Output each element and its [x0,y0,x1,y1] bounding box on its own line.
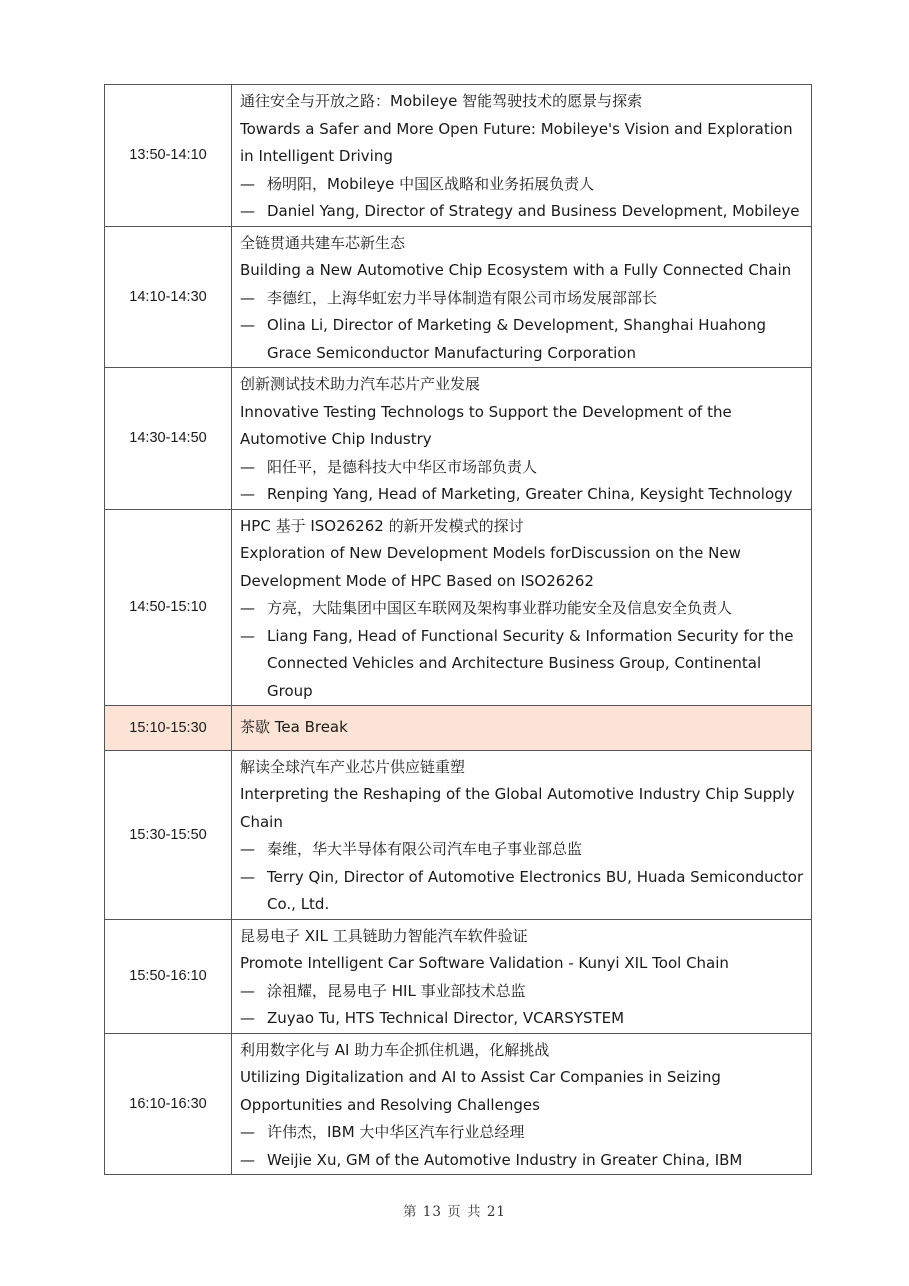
speaker-zh-text: 方亮，大陆集团中国区车联网及架构事业群功能安全及信息安全负责人 [267,599,733,617]
session-time: 13:50-14:10 [105,85,232,227]
session-row [105,226,812,368]
speaker-en [240,1005,805,1033]
session-title-en: Exploration of New Development Models forDiscussion on the New Development Mode of HPC Based on ISO26262 [240,544,741,590]
session-title-zh: 解读全球汽车产业芯片供应链重塑 [240,757,466,776]
speaker-zh [240,595,805,623]
speaker-en [240,623,805,706]
session-row [105,919,812,1033]
session-title-en: Innovative Testing Technologs to Support the Development of the Automotive Chip Industry [240,402,732,448]
agenda-table [104,84,812,1175]
speaker-en [240,198,805,226]
dash-mark: — [240,485,255,503]
speaker-zh [240,1119,805,1147]
page-footer: 第 13 页 共 21 [402,1204,507,1220]
session-content [232,85,812,227]
dash-mark: — [240,1009,255,1027]
session-title-zh: 通往安全与开放之路：Mobileye 智能驾驶技术的愿景与探索 [240,92,643,110]
session-title-zh: 利用数字化与 AI 助力车企抓住机遇，化解挑战 [240,1040,550,1059]
dash-mark: — [240,316,255,334]
dash-mark: — [240,1150,255,1169]
session-time: 14:50-15:10 [105,509,232,706]
speaker-en-text: Zuyao Tu, HTS Technical Director, VCARSYSTEM [267,1009,625,1027]
session-time: 16:10-16:30 [105,1033,232,1175]
speaker-zh [240,978,805,1006]
session-time: 15:10-15:30 [105,706,232,751]
session-title-en: Interpreting the Reshaping of the Global Automotive Industry Chip Supply Chain [240,785,795,831]
speaker-en [240,312,805,367]
speaker-zh-text: 许伟杰，IBM 大中华区汽车行业总经理 [267,1123,525,1141]
session-title-en: Building a New Automotive Chip Ecosystem with a Fully Connected Chain [240,261,792,279]
tea-break-row [105,706,812,751]
session-time: 15:50-16:10 [105,919,232,1033]
speaker-en-text: Terry Qin, Director of Automotive Electronics BU, Huada Semiconductor Co., Ltd. [267,867,804,913]
speaker-zh [240,171,805,199]
session-content [232,919,812,1033]
session-row [105,85,812,227]
session-content [232,509,812,706]
dash-mark: — [240,174,255,193]
speaker-en [240,864,805,919]
session-row [105,368,812,510]
session-time: 15:30-15:50 [105,750,232,919]
session-title-zh: HPC 基于 ISO26262 的新开发模式的探讨 [240,516,524,535]
session-content [232,1033,812,1175]
speaker-zh [240,454,805,482]
dash-mark: — [240,599,255,617]
session-title-zh: 昆易电子 XIL 工具链助力智能汽车软件验证 [240,926,528,945]
dash-mark: — [240,1123,255,1141]
speaker-en [240,481,805,509]
speaker-en-text: Renping Yang, Head of Marketing, Greater China, Keysight Technology [267,485,793,503]
dash-mark: — [240,457,255,476]
session-title-en: Promote Intelligent Car Software Validation - Kunyi XIL Tool Chain [240,954,729,972]
dash-mark: — [240,840,255,858]
dash-mark: — [240,867,255,886]
session-title-en: Towards a Safer and More Open Future: Mobileye's Vision and Exploration in Intelligent Driving [240,119,793,165]
speaker-zh-text: 阳任平，是德科技大中华区市场部负责人 [267,457,538,476]
speaker-en-text: Liang Fang, Head of Functional Security & Information Security for the Connected Vehicles and Architecture Business Group, Continental Group [267,626,794,700]
speaker-zh-text: 涂祖耀，昆易电子 HIL 事业部技术总监 [267,981,526,1000]
speaker-en-text: Daniel Yang, Director of Strategy and Business Development, Mobileye [267,202,800,220]
speaker-en [240,1147,805,1175]
session-row [105,750,812,919]
session-title-zh: 创新测试技术助力汽车芯片产业发展 [240,375,481,393]
session-content [232,750,812,919]
session-title-zh: 全链贯通共建车芯新生态 [240,233,406,252]
speaker-zh-text: 李德红，上海华虹宏力半导体制造有限公司市场发展部部长 [267,288,658,307]
session-row [105,509,812,706]
speaker-zh-text: 杨明阳，Mobileye 中国区战略和业务拓展负责人 [267,174,595,193]
session-time: 14:10-14:30 [105,226,232,368]
tea-break-text: 茶歇 Tea Break [240,718,348,736]
tea-break-label [232,706,812,751]
session-title-en: Utilizing Digitalization and AI to Assist Car Companies in Seizing Opportunities and Resolving Challenges [240,1068,721,1114]
session-row [105,1033,812,1175]
dash-mark: — [240,981,255,1000]
session-content [232,226,812,368]
dash-mark: — [240,288,255,307]
speaker-en-text: Weijie Xu, GM of the Automotive Industry in Greater China, IBM [267,1150,743,1169]
dash-mark: — [240,202,255,220]
speaker-en-text: Olina Li, Director of Marketing & Development, Shanghai Huahong Grace Semiconductor Manufacturing Corporation [267,316,766,362]
speaker-zh [240,285,805,313]
dash-mark: — [240,626,255,645]
session-time: 14:30-14:50 [105,368,232,510]
speaker-zh [240,836,805,864]
speaker-zh-text: 秦维，华大半导体有限公司汽车电子事业部总监 [267,840,583,858]
session-content [232,368,812,510]
